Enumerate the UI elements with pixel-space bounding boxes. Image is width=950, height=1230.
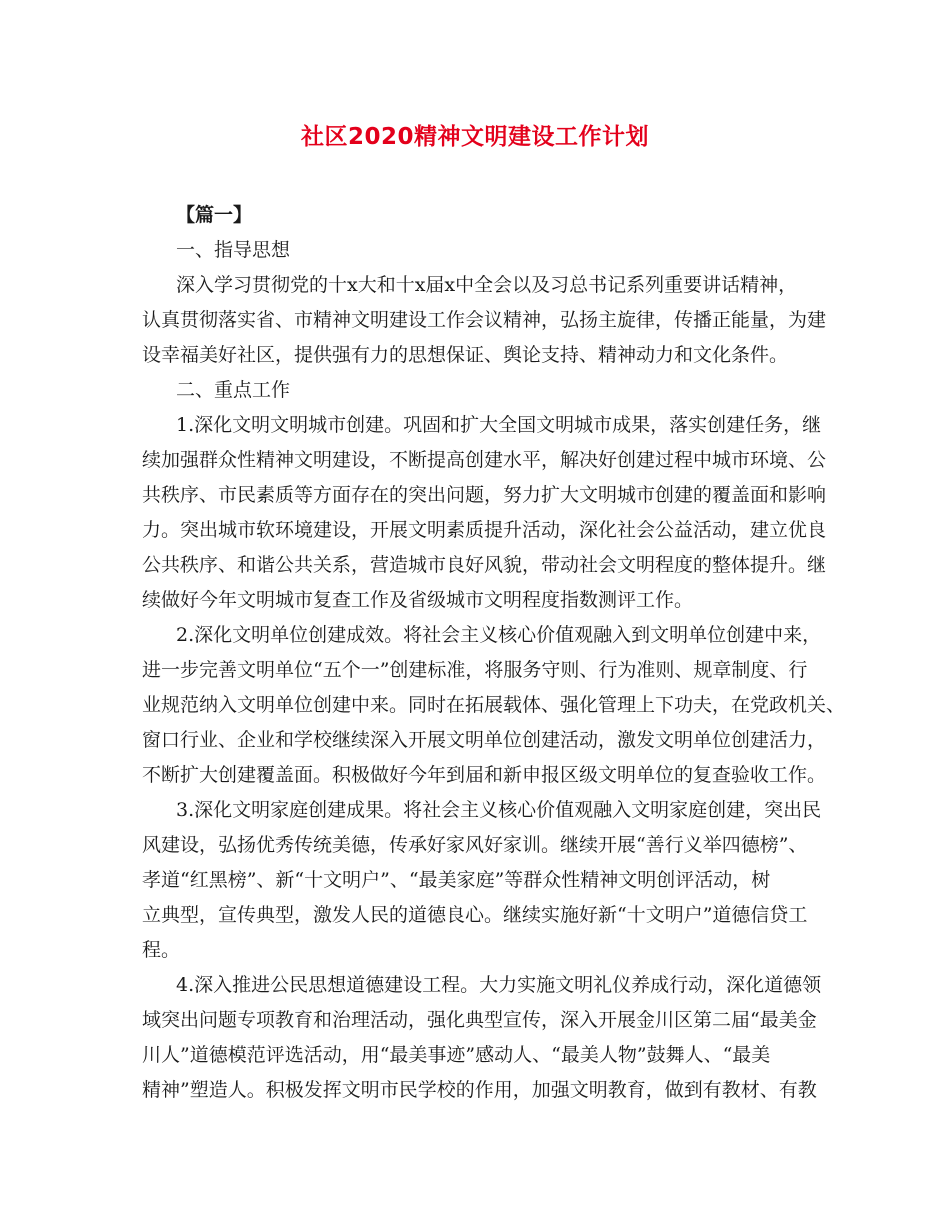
paragraph-line: 1.深化文明文明城市创建。巩固和扩大全国文明城市成果，落实创建任务，继 <box>176 414 822 436</box>
paragraph-line: 共秩序、市民素质等方面存在的突出问题，努力扩大文明城市创建的覆盖面和影响 <box>142 484 827 506</box>
paragraph-line: 认真贯彻落实省、市精神文明建设工作会议精神，弘扬主旋律，传播正能量，为建 <box>142 309 827 331</box>
document-title: 社区2020精神文明建设工作计划 <box>300 124 649 150</box>
paragraph-line: 4.深入推进公民思想道德建设工程。大力实施文明礼仪养成行动，深化道德领 <box>176 974 822 996</box>
paragraph-line: 窗口行业、企业和学校继续深入开展文明单位创建活动，激发文明单位创建活力， <box>142 729 827 751</box>
paragraph-line: 二、重点工作 <box>176 379 291 401</box>
document-body <box>142 198 846 1108</box>
paragraph-line: 孝道“红黑榜”、新“十文明户”、“最美家庭”等群众性精神文明创评活动，树 <box>142 869 771 891</box>
paragraph-line: 续做好今年文明城市复查工作及省级城市文明程度指数测评工作。 <box>142 589 694 611</box>
paragraph-line: 【篇一】 <box>176 204 253 226</box>
paragraph-line: 川人”道德模范评选活动，用“最美事迹”感动人、“最美人物”鼓舞人、“最美 <box>142 1044 771 1066</box>
paragraph-line: 力。突出城市软环境建设，开展文明素质提升活动，深化社会公益活动，建立优良 <box>142 519 827 541</box>
paragraph-line: 程。 <box>142 939 181 961</box>
paragraph-line: 业规范纳入文明单位创建中来。同时在拓展载体、强化管理上下功夫，在党政机关、 <box>142 694 846 716</box>
paragraph-line: 风建设，弘扬优秀传统美德，传承好家风好家训。继续开展“善行义举四德榜”、 <box>142 834 808 856</box>
paragraph-line: 域突出问题专项教育和治理活动，强化典型宣传，深入开展金川区第二届“最美金 <box>142 1009 817 1031</box>
paragraph-line: 3.深化文明家庭创建成果。将社会主义核心价值观融入文明家庭创建，突出民 <box>176 799 822 821</box>
paragraph-line: 精神”塑造人。积极发挥文明市民学校的作用，加强文明教育，做到有教材、有教 <box>142 1079 817 1101</box>
paragraph-line: 不断扩大创建覆盖面。积极做好今年到届和新申报区级文明单位的复查验收工作。 <box>142 764 827 786</box>
paragraph-line: 一、指导思想 <box>176 239 291 261</box>
paragraph-line: 进一步完善文明单位“五个一”创建标准，将服务守则、行为准则、规章制度、行 <box>142 659 808 681</box>
paragraph-line: 深入学习贯彻党的十x大和十x届x中全会以及习总书记系列重要讲话精神， <box>176 274 798 296</box>
paragraph-line: 续加强群众性精神文明建设，不断提高创建水平，解决好创建过程中城市环境、公 <box>142 449 827 471</box>
paragraph-line: 设幸福美好社区，提供强有力的思想保证、舆论支持、精神动力和文化条件。 <box>142 344 789 366</box>
paragraph-line: 立典型，宣传典型，激发人民的道德良心。继续实施好新“十文明户”道德信贷工 <box>142 904 808 926</box>
paragraph-line: 公共秩序、和谐公共关系，营造城市良好风貌，带动社会文明程度的整体提升。继 <box>142 554 827 576</box>
paragraph-line: 2.深化文明单位创建成效。将社会主义核心价值观融入到文明单位创建中来， <box>176 624 822 646</box>
